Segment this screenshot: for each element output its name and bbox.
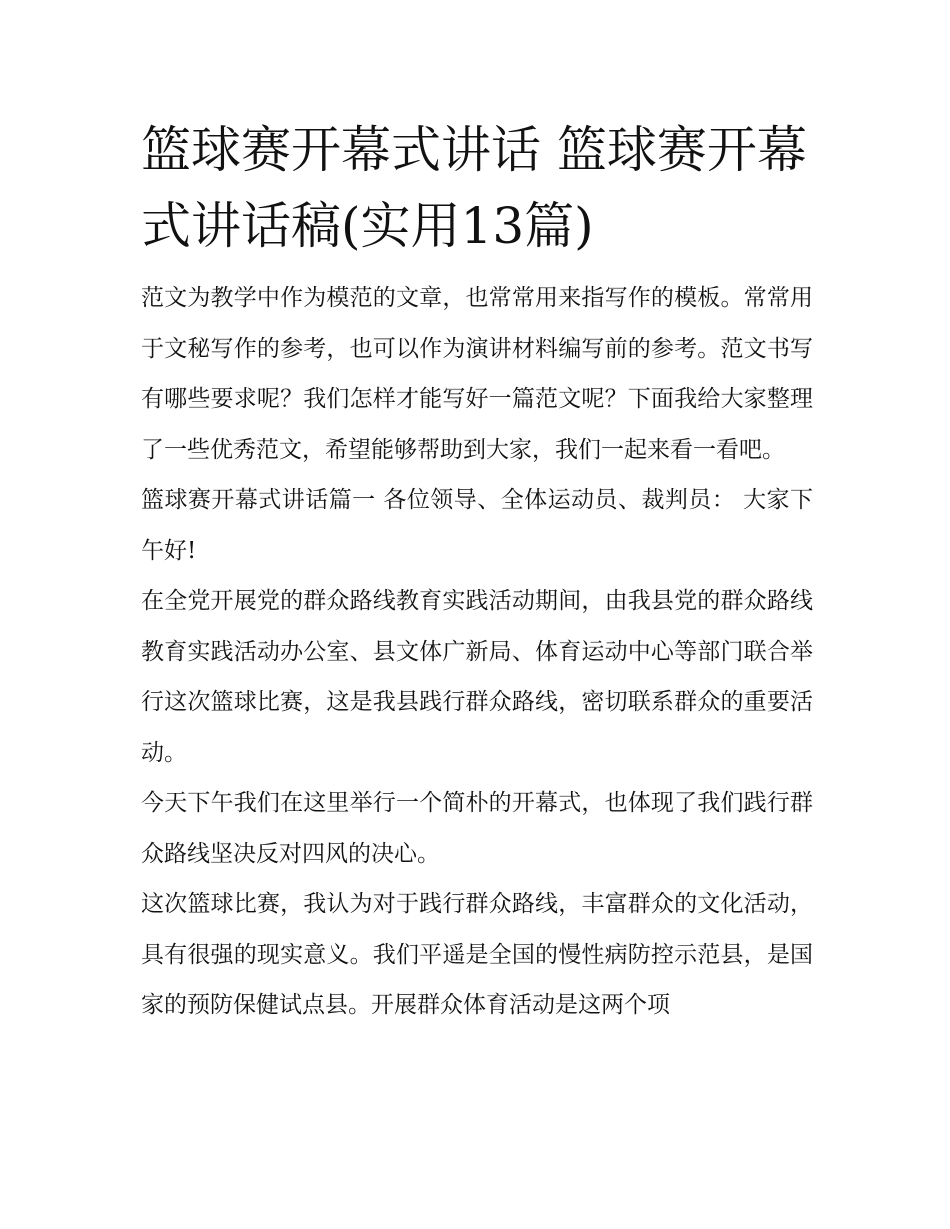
paragraph-greeting: 篮球赛开幕式讲话篇一 各位领导、全体运动员、裁判员： 大家下午好! [141,487,813,564]
paragraph-ceremony: 今天下午我们在这里举行一个简朴的开幕式，也体现了我们践行群众路线坚决反对四风的决心。 [141,790,813,867]
paragraph-background: 在全党开展党的群众路线教育实践活动期间，由我县党的群众路线教育实践活动办公室、县文体广新局、体育运动中心等部门联合举行这次篮球比赛，这是我县践行群众路线，密切联系群众的重要活动。 [141,588,813,766]
paragraph-intro: 范文为教学中作为模范的文章，也常常用来指写作的模板。常常用于文秘写作的参考，也可以作为演讲材料编写前的参考。范文书写有哪些要求呢？我们怎样才能写好一篇范文呢？下面我给大家整理了一些优秀范文，希望能够帮助到大家，我们一起来看一看吧。 [141,285,813,463]
document-title: 篮球赛开幕式讲话 篮球赛开幕式讲话稿(实用13篇) [141,121,807,255]
paragraph-significance: 这次篮球比赛，我认为对于践行群众路线，丰富群众的文化活动，具有很强的现实意义。我们平遥是全国的慢性病防控示范县，是国家的预防保健试点县。开展群众体育活动是这两个项 [141,891,813,1018]
document-page [141,112,813,1031]
